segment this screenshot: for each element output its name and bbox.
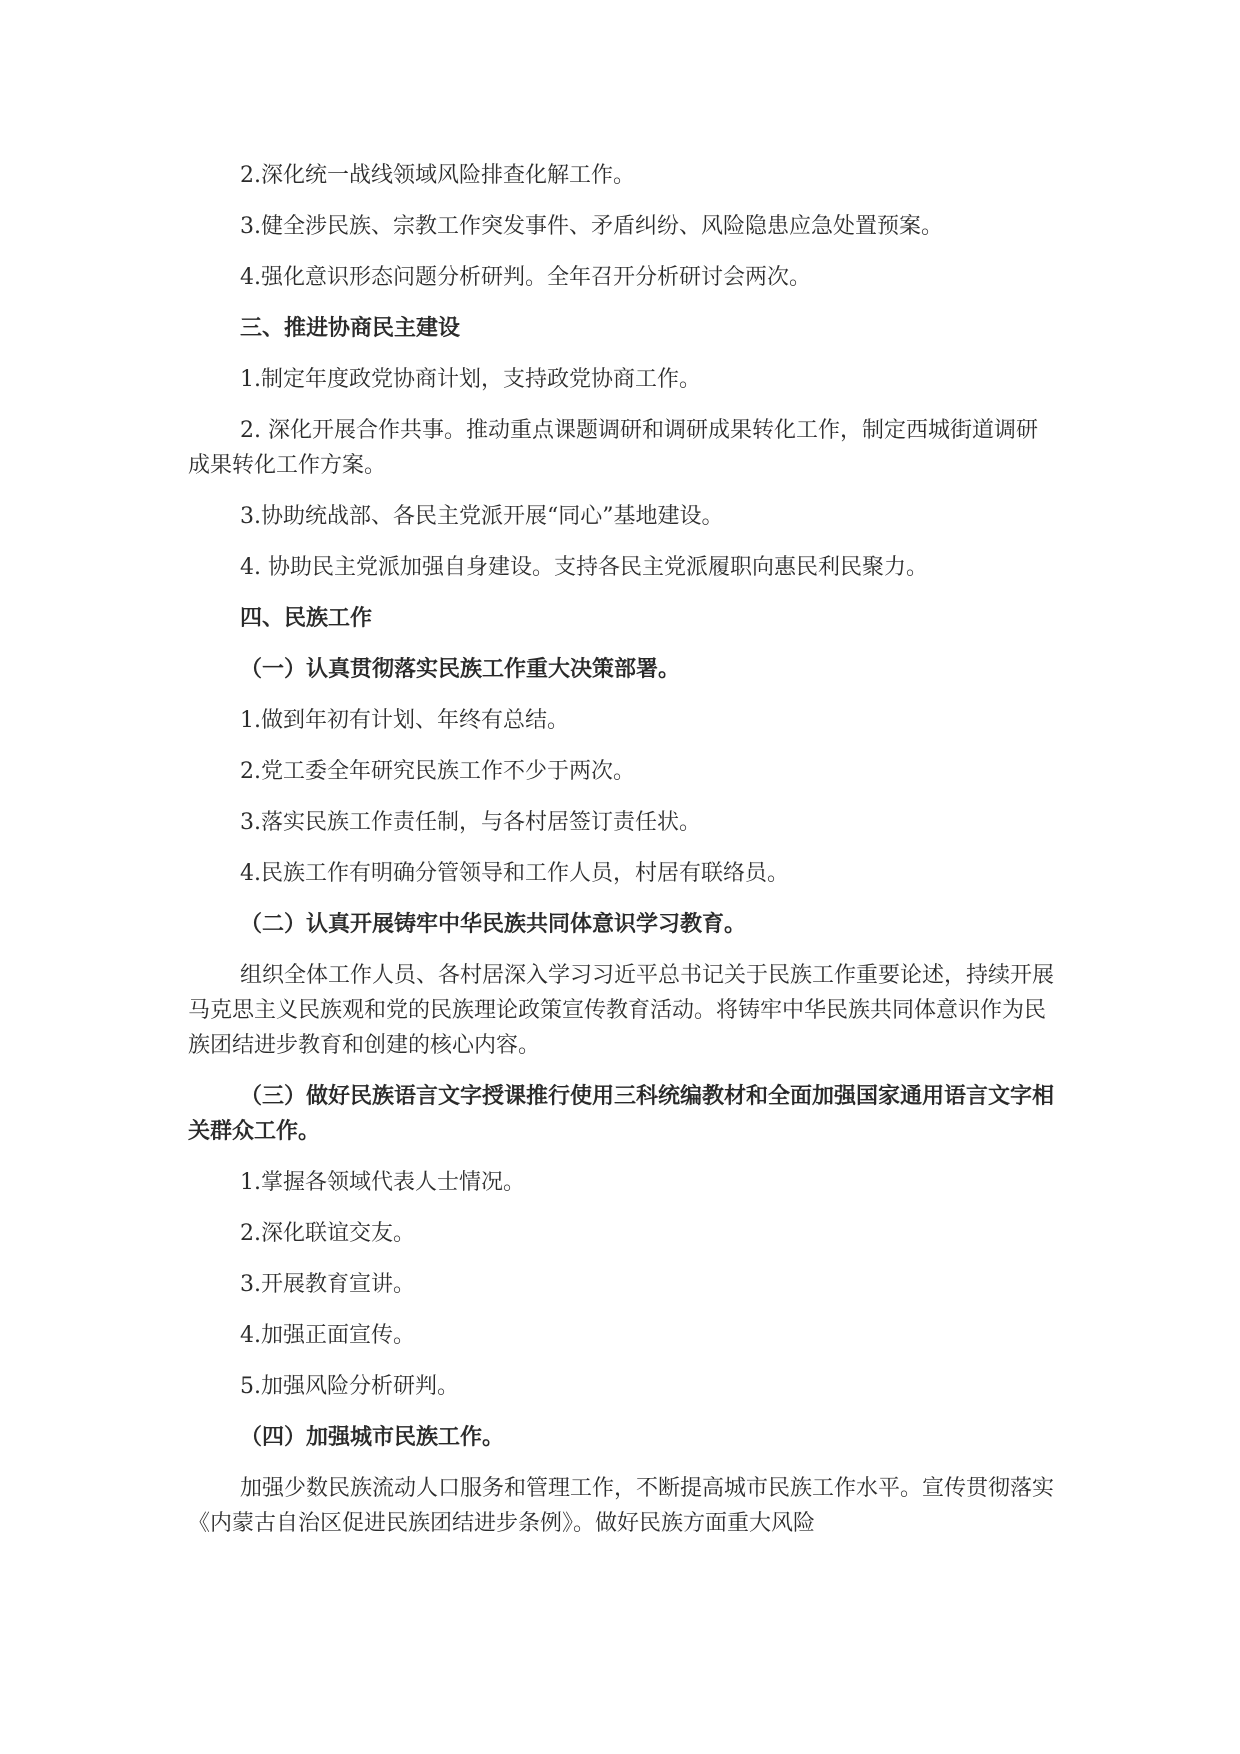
list-item: 1.掌握各领域代表人士情况。 [240, 1170, 525, 1195]
subsection-heading: （二）认真开展铸牢中华民族共同体意识学习教育。 [240, 912, 747, 937]
list-item: 3.开展教育宣讲。 [240, 1272, 415, 1297]
list-item: 2.党工委全年研究民族工作不少于两次。 [240, 759, 635, 784]
subsection-heading: （三）做好民族语言文字授课推行使用三科统编教材和全面加强国家通用语言文字相关群众工作。 [188, 1084, 1055, 1144]
list-item: 3.协助统战部、各民主党派开展“同心”基地建设。 [240, 504, 724, 529]
document-body [188, 158, 1058, 1557]
list-item: 2.深化统一战线领域风险排查化解工作。 [240, 163, 635, 188]
list-item: 2. 深化开展合作共事。推动重点课题调研和调研成果转化工作，制定西城街道调研成果转化工作方案。 [188, 418, 1038, 478]
section-heading: 四、民族工作 [240, 606, 373, 631]
list-item: 4.加强正面宣传。 [240, 1323, 415, 1348]
list-item: 3.落实民族工作责任制，与各村居签订责任状。 [240, 810, 701, 835]
list-item: 3.健全涉民族、宗教工作突发事件、矛盾纠纷、风险隐患应急处置预案。 [240, 214, 943, 239]
list-item: 4. 协助民主党派加强自身建设。支持各民主党派履职向惠民利民聚力。 [240, 555, 928, 580]
list-item: 1.做到年初有计划、年终有总结。 [240, 708, 569, 733]
body-paragraph: 加强少数民族流动人口服务和管理工作，不断提高城市民族工作水平。宣传贯彻落实《内蒙古自治区促进民族团结进步条例》。做好民族方面重大风险 [188, 1476, 1055, 1536]
list-item: 1.制定年度政党协商计划，支持政党协商工作。 [240, 367, 701, 392]
body-paragraph: 组织全体工作人员、各村居深入学习习近平总书记关于民族工作重要论述，持续开展马克思主义民族观和党的民族理论政策宣传教育活动。将铸牢中华民族共同体意识作为民族团结进步教育和创建的核心内容。 [188, 963, 1055, 1058]
list-item: 4.强化意识形态问题分析研判。全年召开分析研讨会两次。 [240, 265, 811, 290]
subsection-heading: （一）认真贯彻落实民族工作重大决策部署。 [240, 657, 681, 682]
subsection-heading: （四）加强城市民族工作。 [240, 1425, 505, 1450]
list-item: 4.民族工作有明确分管领导和工作人员，村居有联络员。 [240, 861, 789, 886]
section-heading: 三、推进协商民主建设 [240, 316, 461, 341]
list-item: 2.深化联谊交友。 [240, 1221, 415, 1246]
list-item: 5.加强风险分析研判。 [240, 1374, 459, 1399]
